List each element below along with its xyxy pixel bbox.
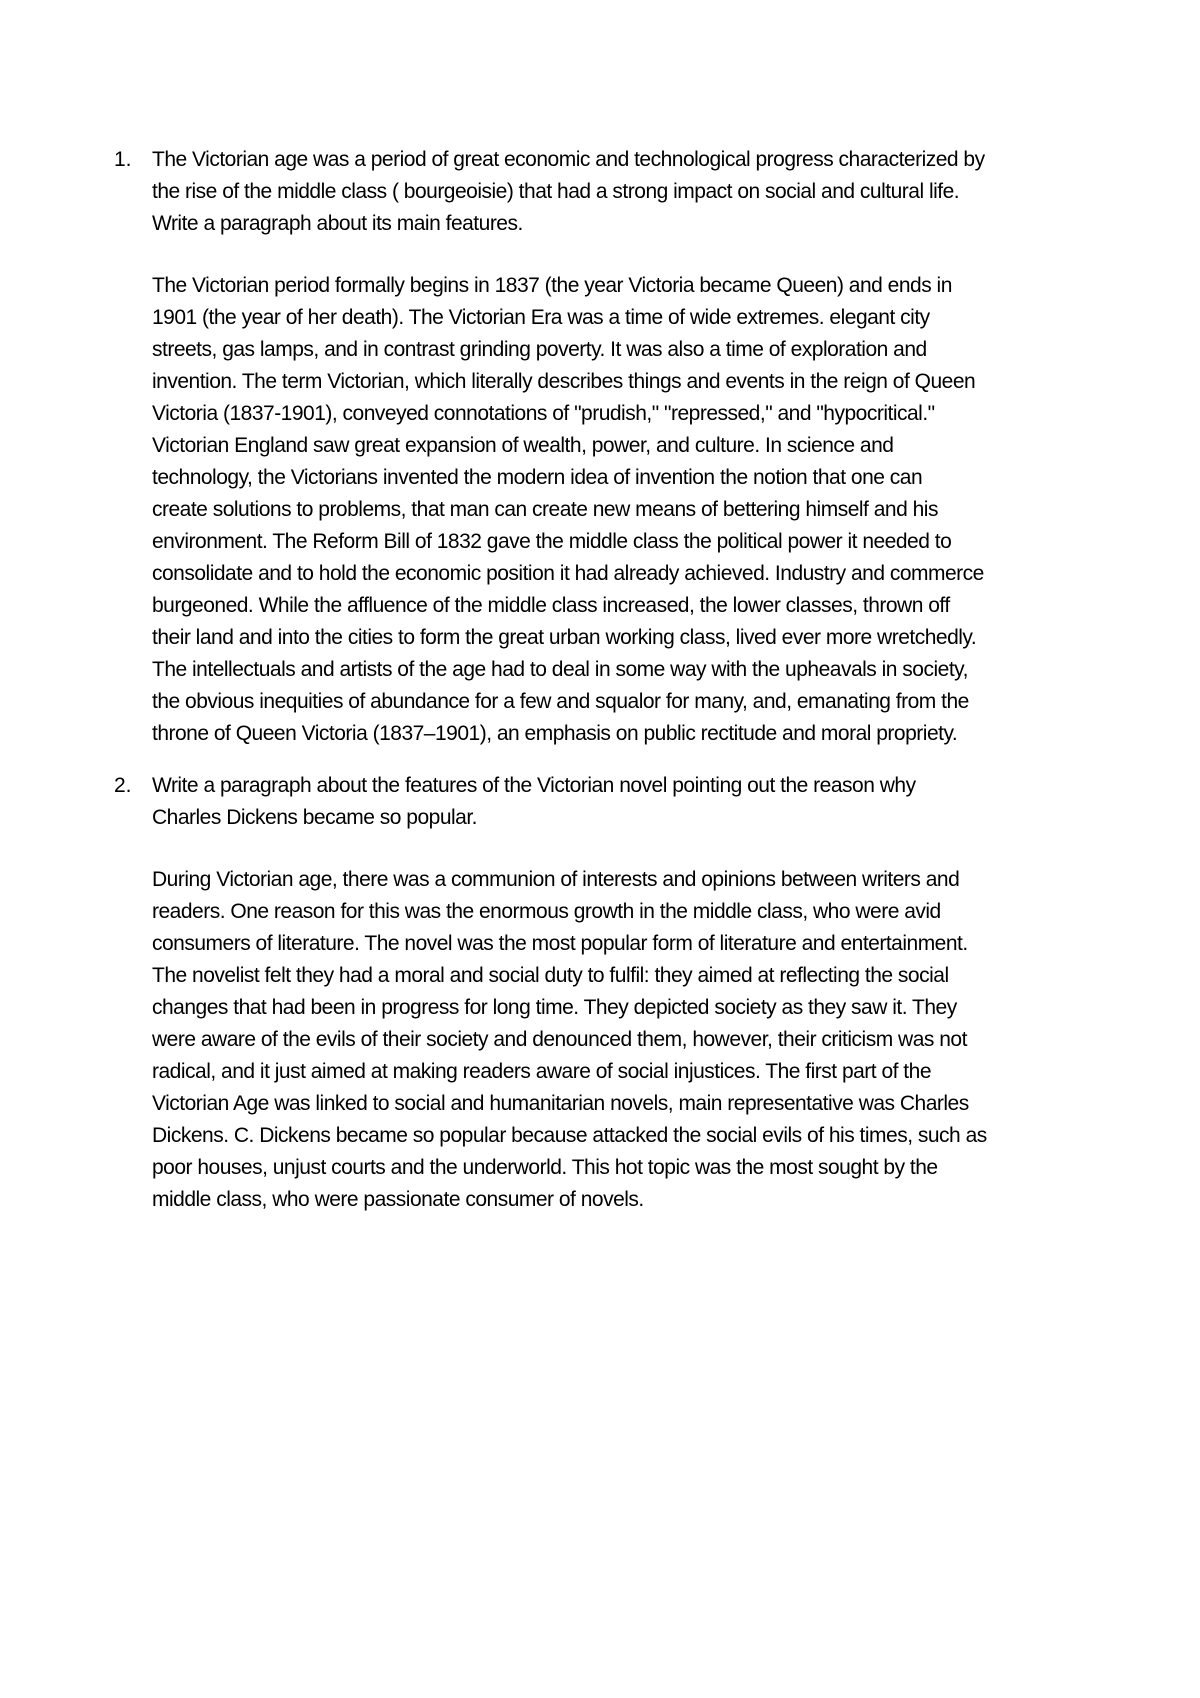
text-line: burgeoned. While the affluence of the middle class increased, the lower classes, thrown off [152, 594, 950, 617]
text-line: Charles Dickens became so popular. [152, 806, 478, 829]
text-line: technology, the Victorians invented the modern idea of invention the notion that one can [152, 466, 923, 489]
answer-paragraph [152, 270, 1104, 750]
text-line: middle class, who were passionate consumer of novels. [152, 1188, 644, 1211]
text-line: The novelist felt they had a moral and social duty to fulfil: they aimed at reflecting the social [152, 964, 949, 987]
text-line: consumers of literature. The novel was the most popular form of literature and entertainment. [152, 932, 968, 955]
text-line: were aware of the evils of their society and denounced them, however, their criticism was not [152, 1028, 967, 1051]
text-line: The intellectuals and artists of the age had to deal in some way with the upheavals in society, [152, 658, 968, 681]
question-text [152, 770, 1104, 834]
text-line: the obvious inequities of abundance for a few and squalor for many, and, emanating from the [152, 690, 969, 713]
text-line: changes that had been in progress for long time. They depicted society as they saw it. They [152, 996, 957, 1019]
text-line: Victorian England saw great expansion of wealth, power, and culture. In science and [152, 434, 894, 457]
numbered-list [114, 144, 1104, 1216]
text-line: Dickens. C. Dickens became so popular because attacked the social evils of his times, such as [152, 1124, 987, 1147]
text-line: 1901 (the year of her death). The Victorian Era was a time of wide extremes. elegant city [152, 306, 930, 329]
text-line: readers. One reason for this was the enormous growth in the middle class, who were avid [152, 900, 941, 923]
text-line: streets, gas lamps, and in contrast grinding poverty. It was also a time of exploration and [152, 338, 927, 361]
text-line: Victoria (1837-1901), conveyed connotations of "prudish," "repressed," and "hypocritical." [152, 402, 935, 425]
item-number: 1. [114, 148, 132, 171]
text-line: radical, and it just aimed at making readers aware of social injustices. The first part of the [152, 1060, 932, 1083]
list-item-1 [114, 144, 1104, 750]
question-text [152, 144, 1104, 240]
text-line: Write a paragraph about the features of the Victorian novel pointing out the reason why [152, 774, 916, 797]
list-item-2 [114, 770, 1104, 1216]
text-line: Victorian Age was linked to social and humanitarian novels, main representative was Charles [152, 1092, 969, 1115]
text-line: poor houses, unjust courts and the underworld. This hot topic was the most sought by the [152, 1156, 938, 1179]
text-line: environment. The Reform Bill of 1832 gave the middle class the political power it needed to [152, 530, 952, 553]
text-line: throne of Queen Victoria (1837–1901), an emphasis on public rectitude and moral propriety. [152, 722, 958, 745]
text-line: During Victorian age, there was a communion of interests and opinions between writers and [152, 868, 960, 891]
text-line: consolidate and to hold the economic position it had already achieved. Industry and commerce [152, 562, 984, 585]
answer-paragraph [152, 864, 1104, 1216]
text-line: create solutions to problems, that man can create new means of bettering himself and his [152, 498, 938, 521]
text-line: their land and into the cities to form the great urban working class, lived ever more wretchedly. [152, 626, 977, 649]
item-number: 2. [114, 774, 132, 797]
text-line: the rise of the middle class ( bourgeoisie) that had a strong impact on social and cultural life. [152, 180, 960, 203]
text-line: The Victorian period formally begins in 1837 (the year Victoria became Queen) and ends in [152, 274, 952, 297]
text-line: Write a paragraph about its main features. [152, 212, 523, 235]
text-line: The Victorian age was a period of great economic and technological progress characterized by [152, 148, 985, 171]
text-line: invention. The term Victorian, which literally describes things and events in the reign of Queen [152, 370, 976, 393]
